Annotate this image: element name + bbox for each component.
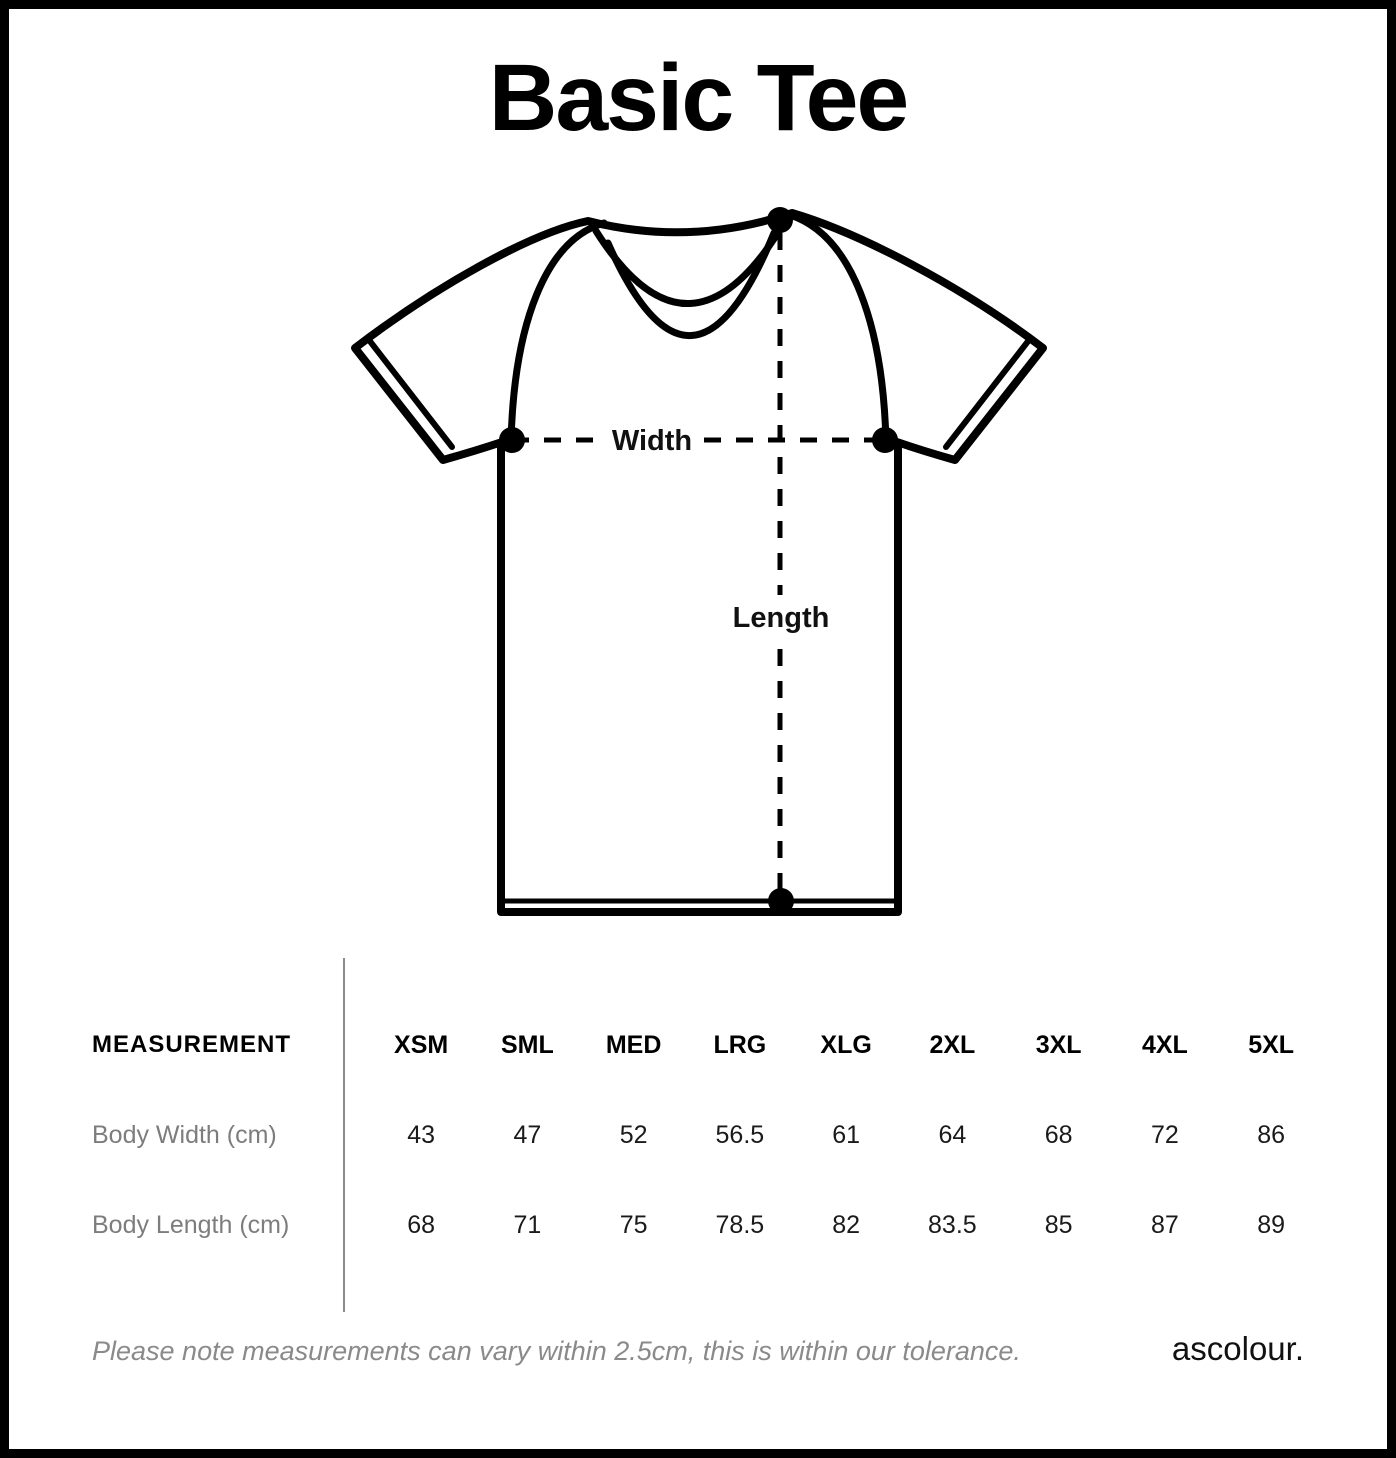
body-width-sml: 47 <box>513 1120 542 1149</box>
body-width-lrg: 56.5 <box>715 1120 765 1149</box>
body-width-xlg: 61 <box>832 1120 861 1149</box>
tolerance-note: Please note measurements can vary within 2.5cm, this is within our tolerance. <box>92 1336 1021 1366</box>
size-table <box>92 1000 1324 1270</box>
footer <box>92 1330 1304 1368</box>
body-length-4xl: 87 <box>1150 1210 1179 1239</box>
body-width-2xl: 64 <box>938 1120 967 1149</box>
body-width-xsm: 43 <box>407 1120 436 1149</box>
body-width-med: 52 <box>619 1120 648 1149</box>
body-width-5xl: 86 <box>1257 1120 1286 1149</box>
left-underarm-dot <box>499 427 525 453</box>
body-width-3xl: 68 <box>1044 1120 1073 1149</box>
hem-point-dot <box>768 888 794 914</box>
page-title: Basic Tee <box>488 45 908 151</box>
size-header-4xl: 4XL <box>1141 1030 1188 1059</box>
size-header-xsm: XSM <box>394 1030 449 1059</box>
shoulder-point-dot <box>767 207 793 233</box>
length-label: Length <box>732 602 830 634</box>
size-header-sml: SML <box>500 1030 554 1059</box>
size-header-2xl: 2XL <box>929 1030 976 1059</box>
body-length-2xl: 83.5 <box>928 1210 977 1239</box>
brand-logo: ascolour. <box>1171 1330 1304 1367</box>
tshirt-diagram <box>340 185 1050 930</box>
body-length-med: 75 <box>619 1210 648 1239</box>
body-length-3xl: 85 <box>1044 1210 1073 1239</box>
width-label: Width <box>611 425 693 457</box>
body-length-sml: 71 <box>513 1210 542 1239</box>
body-width-4xl: 72 <box>1150 1120 1179 1149</box>
size-header-xlg: XLG <box>820 1030 872 1059</box>
body-length-xsm: 68 <box>407 1210 436 1239</box>
body-length-xlg: 82 <box>832 1210 861 1239</box>
measurement-header: MEASUREMENT <box>92 1031 292 1058</box>
size-header-5xl: 5XL <box>1248 1030 1295 1059</box>
size-header-med: MED <box>605 1030 662 1059</box>
body-length-5xl: 89 <box>1257 1210 1286 1239</box>
row-label-body-width: Body Width (cm) <box>92 1120 277 1149</box>
right-underarm-dot <box>872 427 898 453</box>
size-header-3xl: 3XL <box>1035 1030 1082 1059</box>
body-length-lrg: 78.5 <box>715 1210 765 1239</box>
size-header-lrg: LRG <box>713 1030 767 1059</box>
tshirt-outline <box>355 213 1043 912</box>
row-label-body-length: Body Length (cm) <box>92 1210 290 1239</box>
